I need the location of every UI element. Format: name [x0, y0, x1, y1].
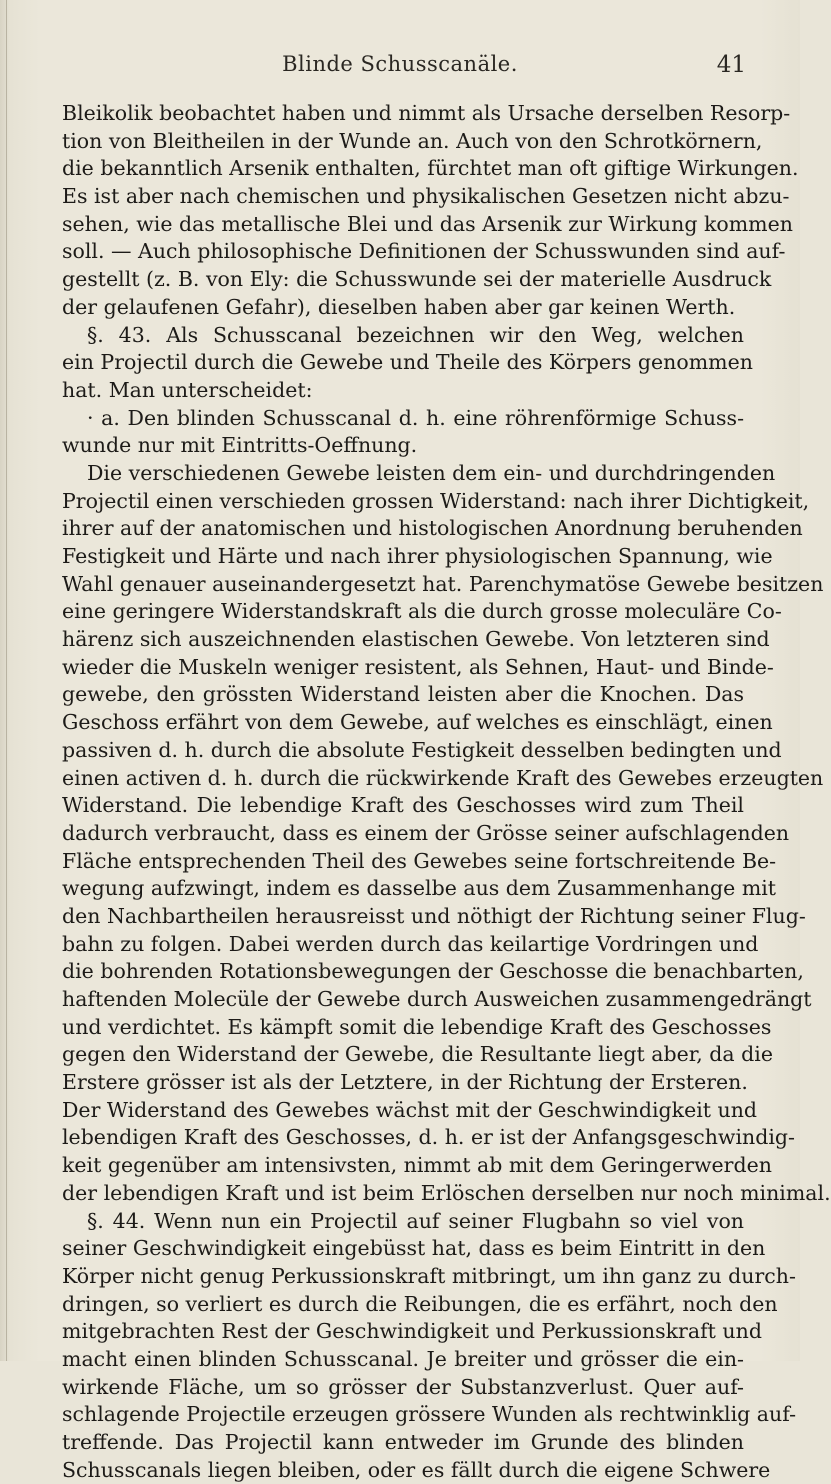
text-line: Wahl genauer auseinandergesetzt hat. Parenchymatöse Gewebe besitzen: [62, 571, 824, 596]
text-line: Fläche entsprechenden Theil des Gewebes seine fortschreitende Be-: [62, 848, 777, 873]
text-line: eine geringere Widerstandskraft als die durch grosse moleculäre Co-: [62, 599, 782, 624]
text-line: · a. Den blinden Schusscanal d. h. eine röhrenförmige Schuss-: [87, 405, 744, 430]
text-line: einen activen d. h. durch die rückwirkende Kraft des Gewebes erzeugten: [62, 765, 824, 790]
text-line: die bekanntlich Arsenik enthalten, fürchtet man oft giftige Wirkungen.: [62, 156, 799, 181]
text-line: wieder die Muskeln weniger resistent, als Sehnen, Haut- und Binde-: [62, 654, 774, 679]
text-line: gestellt (z. B. von Ely: die Schusswunde sei der materielle Ausdruck: [62, 267, 772, 292]
text-line: Es ist aber nach chemischen und physikalischen Gesetzen nicht abzu-: [62, 184, 790, 209]
text-line: Körper nicht genug Perkussionskraft mitbringt, um ihn ganz zu durch-: [62, 1263, 796, 1288]
running-title: Blinde Schusscanäle.: [282, 52, 518, 76]
text-line: mitgebrachten Rest der Geschwindigkeit und Perkussionskraft und: [62, 1319, 762, 1344]
text-line: sehen, wie das metallische Blei und das Arsenik zur Wirkung kommen: [62, 211, 793, 236]
text-line: wegung aufzwingt, indem es dasselbe aus dem Zusammenhange mit: [62, 876, 777, 901]
text-line: macht einen blinden Schusscanal. Je breiter und grösser die ein-: [62, 1346, 744, 1371]
text-line: Bleikolik beobachtet haben und nimmt als Ursache derselben Resorp-: [62, 101, 791, 125]
page-number: 41: [716, 52, 746, 78]
text-line: seiner Geschwindigkeit eingebüsst hat, dass es beim Eintritt in den: [62, 1236, 766, 1261]
text-line: wunde nur mit Eintritts-Oeffnung.: [62, 433, 418, 458]
text-line: gewebe, den grössten Widerstand leisten aber die Knochen. Das: [62, 682, 744, 707]
text-line: tion von Bleitheilen in der Wunde an. Auch von den Schrotkörnern,: [62, 128, 763, 153]
text-line: §. 43. Als Schusscanal bezeichnen wir den Weg, welchen: [87, 322, 744, 347]
text-line: haftenden Molecüle der Gewebe durch Ausweichen zusammengedrängt: [62, 987, 812, 1011]
text-line: ein Projectil durch die Gewebe und Theile des Körpers genommen: [62, 350, 753, 375]
text-line: §. 44. Wenn nun ein Projectil auf seiner Flugbahn so viel von: [87, 1208, 744, 1233]
text-line: Projectil einen verschieden grossen Widerstand: nach ihrer Dichtigkeit,: [62, 488, 810, 513]
text-line: Schusscanals liegen bleiben, oder es fällt durch die eigene Schwere: [62, 1457, 771, 1482]
text-line: dadurch verbraucht, dass es einem der Grösse seiner aufschlagenden: [62, 820, 790, 845]
page-header: [0, 52, 800, 84]
text-line: Der Widerstand des Gewebes wächst mit der Geschwindigkeit und: [62, 1097, 758, 1122]
body-text: [62, 100, 831, 1484]
text-line: härenz sich auszeichnenden elastischen Gewebe. Von letzteren sind: [62, 627, 770, 652]
text-line: Erstere grösser ist als der Letztere, in der Richtung der Ersteren.: [62, 1070, 748, 1095]
text-line: gegen den Widerstand der Gewebe, die Resultante liegt aber, da die: [62, 1042, 773, 1067]
text-line: treffende. Das Projectil kann entweder im Grunde des blinden: [62, 1430, 744, 1454]
gutter-shadow: [6, 0, 7, 1361]
text-line: Festigkeit und Härte und nach ihrer physiologischen Spannung, wie: [62, 544, 773, 568]
text-line: Widerstand. Die lebendige Kraft des Geschosses wird zum Theil: [62, 793, 744, 818]
text-line: wirkende Fläche, um so grösser der Substanzverlust. Quer auf-: [62, 1374, 744, 1399]
text-line: Geschoss erfährt von dem Gewebe, auf welches es einschlägt, einen: [62, 710, 773, 735]
text-line: keit gegenüber am intensivsten, nimmt ab mit dem Geringerwerden: [62, 1153, 772, 1178]
text-line: der gelaufenen Gefahr), dieselben haben aber gar keinen Werth.: [62, 294, 736, 319]
text-line: hat. Man unterscheidet:: [62, 377, 313, 402]
text-line: dringen, so verliert es durch die Reibungen, die es erfährt, noch den: [62, 1291, 778, 1316]
text-line: den Nachbartheilen herausreisst und nöthigt der Richtung seiner Flug-: [62, 903, 806, 928]
text-line: die bohrenden Rotationsbewegungen der Geschosse die benachbarten,: [62, 959, 804, 984]
text-line: lebendigen Kraft des Geschosses, d. h. er ist der Anfangsgeschwindig-: [62, 1125, 795, 1150]
text-line: und verdichtet. Es kämpft somit die lebendige Kraft des Geschosses: [62, 1014, 772, 1039]
text-line: schlagende Projectile erzeugen grössere Wunden als rechtwinklig auf-: [62, 1402, 797, 1427]
text-line: passiven d. h. durch die absolute Festigkeit desselben bedingten und: [62, 737, 782, 762]
text-line: Die verschiedenen Gewebe leisten dem ein- und durchdringenden: [87, 460, 776, 485]
text-line: soll. — Auch philosophische Definitionen der Schusswunden sind auf-: [62, 239, 786, 264]
text-line: ihrer auf der anatomischen und histologischen Anordnung beruhenden: [62, 516, 803, 541]
text-line: bahn zu folgen. Dabei werden durch das keilartige Vordringen und: [62, 931, 759, 956]
text-line: der lebendigen Kraft und ist beim Erlöschen derselben nur noch minimal.: [62, 1180, 831, 1205]
